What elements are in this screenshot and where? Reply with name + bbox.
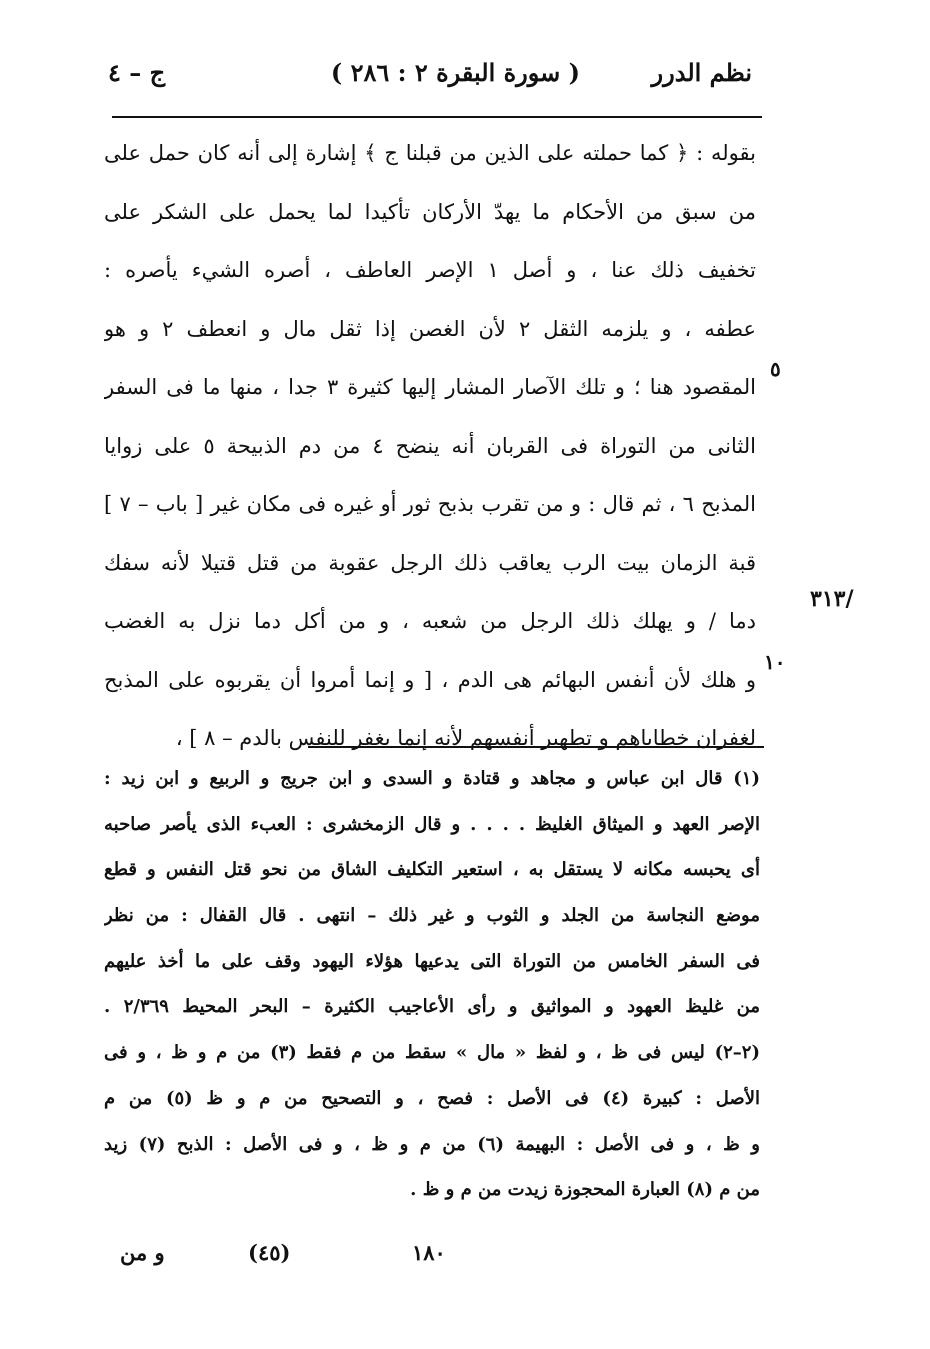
text-line: من سبق من الأحكام ما يهدّ الأركان تأكيدا لما يحمل على الشكر على bbox=[104, 199, 756, 224]
footnote-line: (١) قال ابن عباس و مجاهد و قتادة و السدى و ابن جريج و الربيع و ابن زيد : bbox=[104, 768, 760, 789]
footnote-line: الأصل : كبيرة (٤) فى الأصل : فصح ، و التصحيح من م و ظ (٥) من م bbox=[104, 1087, 760, 1109]
text-line: لغفران خطاياهم و تطهير أنفسهم لأنه إنما يغفر للنفس بالدم – ٨ ] ، bbox=[175, 726, 756, 750]
page-number: ١٨٠ bbox=[412, 1240, 446, 1265]
footnote-line: الإصر العهد و الميثاق الغليظ . . . . و قال الزمخشرى : العبء الذى يأصر صاحبه bbox=[104, 813, 760, 835]
catchword: و من bbox=[120, 1240, 165, 1265]
text-line: بقوله : ﴿ كما حملته على الذين من قبلنا ج ﴾ إشارة إلى أنه كان حمل على bbox=[104, 141, 756, 165]
footnote-line: و ظ ، و فى الأصل : البهيمة (٦) من م و ظ ، و فى الأصل : الذبح (٧) زيد bbox=[104, 1133, 760, 1155]
fascicle-number: (٤٥) bbox=[248, 1240, 291, 1265]
text-line: عطفه ، و يلزمه الثقل ٢ لأن الغصن إذا ثقل مال و انعطف ٢ و هو bbox=[104, 316, 756, 341]
footnote-line: من م (٨) العبارة المحجوزة زيدت من م و ظ . bbox=[410, 1179, 760, 1201]
header-divider bbox=[112, 116, 762, 118]
running-title: نظم الدرر bbox=[651, 58, 752, 87]
text-line: الثانى من التوراة فى القربان أنه ينضح ٤ من دم الذبيحة ٥ على زوايا bbox=[104, 433, 756, 458]
footnote-line: من غليظ العهود و المواثيق و رأى الأعاجيب الكثيرة – البحر المحيط ٢/٣٦٩ . bbox=[104, 996, 760, 1018]
footnote-line: موضع النجاسة من الجلد و الثوب و غير ذلك – انتهى . قال القفال : من نظر bbox=[104, 905, 760, 927]
surah-reference: ( سورة البقرة ٢ : ٢٨٦ ) bbox=[330, 58, 580, 87]
footnote-line: (٢–٢) ليس فى ظ ، و لفظ « مال » سقط من م فقط (٣) من م و ظ ، و فى bbox=[104, 1042, 760, 1064]
footnote-divider bbox=[308, 746, 764, 748]
text-line: المذبح ٦ ، ثم قال : و من تقرب بذبح ثور أو غيره فى مكان غير [ باب – ٧ ] bbox=[104, 492, 756, 516]
footnote-line: فى السفر الخامس من التوراة التى يدعيها هؤلاء اليهود وقف على ما أخذ عليهم bbox=[104, 950, 760, 972]
main-text bbox=[104, 124, 756, 768]
text-line: و هلك لأن أنفس البهائم هى الدم ، [ و إنما أمروا أن يقربوه على المذبح bbox=[104, 667, 756, 692]
text-line: دما / و يهلك ذلك الرجل من شعبه ، و من أكل دما نزل به الغضب bbox=[104, 609, 756, 633]
volume-label: ج – ٤ bbox=[108, 58, 166, 87]
line-number-10: ١٠ bbox=[764, 650, 786, 674]
footnote-line: أى يحبسه مكانه لا يستقل به ، استعير التكليف الشاق من نحو قتل النفس و قطع bbox=[104, 859, 760, 881]
text-line: المقصود هنا ؛ و تلك الآصار المشار إليها كثيرة ٣ جدا ، منها ما فى السفر bbox=[104, 375, 756, 399]
manuscript-folio-marker: /٣١٣ bbox=[810, 586, 854, 612]
text-line: قبة الزمان بيت الرب يعاقب ذلك الرجل عقوبة من قتل قتيلا لأنه سفك bbox=[104, 550, 756, 575]
text-line: تخفيف ذلك عنا ، و أصل ١ الإصر العاطف ، أصره الشيء يأصره : bbox=[104, 258, 756, 282]
line-number-5: ٥ bbox=[770, 357, 781, 381]
footnotes bbox=[104, 756, 760, 1213]
